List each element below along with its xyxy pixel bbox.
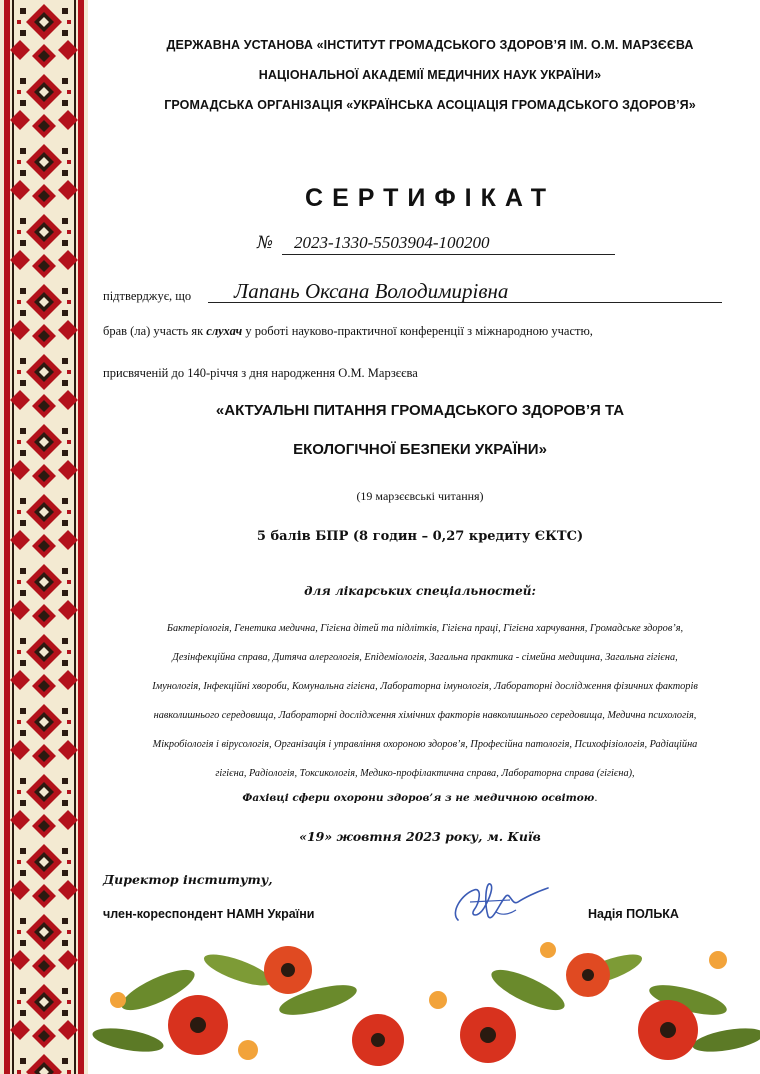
specialties-line: Імунологія, Інфекційні хвороби, Комунальна гігієна, Лабораторна імунологія, Лабораторні дослідження фізичних факторів <box>152 681 698 692</box>
conference-topic-line-2: ЕКОЛОГІЧНОЇ БЕЗПЕКИ УКРАЇНИ» <box>293 441 547 458</box>
signatory-position-line-1: Директор інституту, <box>103 872 273 887</box>
specialties-line: навколишнього середовища, Лабораторні дослідження хімічних факторів навколишнього середовища, Медична психологія, <box>153 710 697 721</box>
certificate-number-field <box>282 233 615 255</box>
readings-note: (19 марзєєвські читання) <box>356 489 484 503</box>
poppy-flower <box>566 953 610 997</box>
confirms-label: підтверджує, що <box>103 289 192 303</box>
leaf-cluster-left <box>91 948 360 1056</box>
date-place: «19» жовтня 2023 року, м. Київ <box>299 829 541 844</box>
specialties-line: Дезінфекційна справа, Дитяча алергологія, Епідеміологія, Загальна практика - сімейна медицина, Загальна гігієна, <box>172 652 678 663</box>
specialties-heading: для лікарських спеціальностей: <box>304 584 536 598</box>
non-medical-text: Фахівці сфери охорони здоров’я з не медичною освітою <box>242 792 595 804</box>
poppy-flower <box>460 1007 516 1063</box>
number-sign: № <box>257 233 274 253</box>
specialties-list <box>90 614 760 788</box>
header-line-3: ГРОМАДСЬКА ОРГАНІЗАЦІЯ «УКРАЇНСЬКА АСОЦІАЦІЯ ГРОМАДСЬКОГО ЗДОРОВ’Я» <box>164 98 696 112</box>
poppy-flower <box>638 1000 698 1060</box>
header-line-1: ДЕРЖАВНА УСТАНОВА «ІНСТИТУТ ГРОМАДСЬКОГО ЗДОРОВ’Я ІМ. О.М. МАРЗЄЄВА <box>166 38 694 52</box>
poppy-flower <box>264 946 312 994</box>
signatory-position-line-2: член-кореспондент НАМН України <box>103 907 315 921</box>
specialties-line: гігієна, Радіологія, Токсикологія, Медико-профілактична справа, Лабораторна справа (гігієна), <box>215 768 635 779</box>
dedication-line: присвяченій до 140-річчя з дня народження О.М. Марзєєва <box>103 366 418 380</box>
specialties-line: Бактеріологія, Генетика медична, Гігієна дітей та підлітків, Гігієна праці, Гігієна харчування, Громадське здоров’я, <box>166 623 684 634</box>
embroidery-border-ornament <box>0 0 88 1074</box>
participation-prefix: брав (ла) участь як <box>103 324 207 338</box>
poppy-flower <box>352 1014 404 1066</box>
header-line-2: НАЦІОНАЛЬНОЇ АКАДЕМІЇ МЕДИЧНИХ НАУК УКРАЇНИ» <box>258 68 602 82</box>
certificate-title: СЕРТИФІКАТ <box>305 184 555 212</box>
participation-suffix: у роботі науково-практичної конференції з міжнародною участю, <box>242 324 593 338</box>
specialties-line: Мікробіологія і вірусологія, Організація і управління охороною здоров’я, Професійна патологія, Психофізіологія, Радіаційна <box>152 739 698 750</box>
recipient-name: Лапань Оксана Володимирівна <box>234 279 509 303</box>
participation-line <box>103 324 593 339</box>
non-medical-line <box>100 792 740 804</box>
certificate-number: 2023-1330-5503904-100200 <box>294 233 490 252</box>
signatory-name: Надія ПОЛЬКА <box>588 907 679 921</box>
recipient-field <box>208 279 722 303</box>
credits-line: 5 балів БПР (8 годин – 0,27 кредиту ЄКТС) <box>256 529 584 544</box>
handwritten-signature <box>440 872 560 932</box>
floral-decoration <box>88 930 760 1074</box>
conference-topic-line-1: «АКТУАЛЬНІ ПИТАННЯ ГРОМАДСЬКОГО ЗДОРОВ’Я ТА <box>215 402 625 419</box>
non-medical-end: . <box>594 792 598 804</box>
participation-role: слухач <box>206 324 243 338</box>
poppy-flower <box>168 995 228 1055</box>
